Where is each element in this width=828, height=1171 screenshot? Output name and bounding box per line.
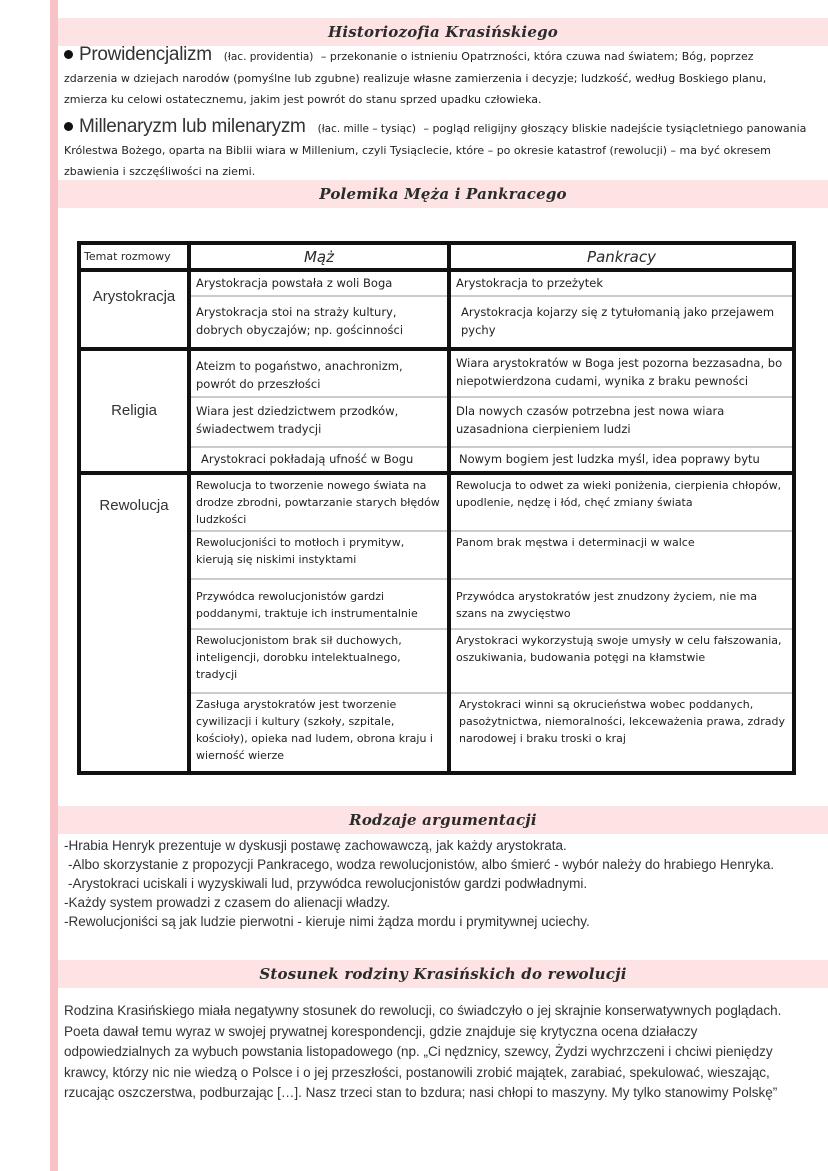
argument-item: -Hrabia Henryk prezentuje w dyskusji postawę zachowawczą, jak każdy arystokrata. bbox=[64, 838, 567, 853]
term-providentialism: Prowidencjalizm bbox=[79, 44, 212, 65]
argument-item: -Arystokraci uciskali i wyzyskiwali lud, przywódca rewolucjonistów gardzi podwładnymi. bbox=[68, 876, 588, 891]
maz-cell: Przywódca rewolucjonistów gardzi poddanymi, traktuje ich instrumentalnie bbox=[189, 579, 449, 629]
section-title-polemika: Polemika Męża i Pankracego bbox=[58, 180, 828, 208]
maz-cell: Arystokracja stoi na straży kultury, dobrych obyczajów; np. gościnności bbox=[189, 296, 449, 349]
maz-cell: Wiara jest dziedzictwem przodków, świadectwem tradycji bbox=[189, 397, 449, 447]
pankracy-cell: Przywódca arystokratów jest znudzony życiem, nie ma szans na zwycięstwo bbox=[449, 579, 794, 629]
pankracy-cell: Arystokracja to przeżytek bbox=[449, 270, 794, 296]
topic-cell: Religia bbox=[79, 349, 189, 473]
table-row bbox=[79, 270, 794, 296]
definition-text: – pogląd religijny głoszący bliskie nadejście tysiącletniego panowania Królestwa Bożego, oparta na Biblii wiara w Millenium, czyli Tysiąclecie, które – po okresie katastrof (rewolucji) – ma być okresem zbawienia i szczęśliwości na ziemi. bbox=[64, 122, 807, 178]
definition-providentialism bbox=[64, 44, 810, 110]
section-title-argumentacja: Rodzaje argumentacji bbox=[58, 806, 828, 834]
maz-cell: Zasługa arystokratów jest tworzenie cywilizacji i kultury (szkoły, szpitale, kościoły), opieka nad ludem, obrona kraju i wierność wierze bbox=[189, 693, 449, 773]
bullet-icon bbox=[64, 122, 73, 131]
argument-item: -Rewolucjoniści są jak ludzie pierwotni - kieruje nimi żądza mordu i prymitywnej uciechy. bbox=[64, 914, 590, 929]
pankracy-cell: Rewolucja to odwet za wieki poniżenia, cierpienia chłopów, upodlenie, nędzę i łód, chęć zmiany świata bbox=[449, 473, 794, 531]
pankracy-cell: Arystokraci wykorzystują swoje umysły w celu fałszowania, oszukiwania, budowania potęgi na kłamstwie bbox=[449, 629, 794, 693]
table-row bbox=[79, 349, 794, 397]
topic-cell: Arystokracja bbox=[79, 270, 189, 349]
header-maz: Mąż bbox=[189, 243, 449, 270]
latin-origin: (łac. providentia) bbox=[223, 51, 314, 63]
pankracy-cell: Nowym bogiem jest ludzka myśl, idea poprawy bytu bbox=[449, 447, 794, 473]
pankracy-cell: Arystokracja kojarzy się z tytułomanią jako przejawem pychy bbox=[449, 296, 794, 349]
section-title-historiozofia: Historiozofia Krasińskiego bbox=[58, 18, 828, 46]
pankracy-cell: Panom brak męstwa i determinacji w walce bbox=[449, 531, 794, 579]
argument-item: -Każdy system prowadzi z czasem do alienacji władzy. bbox=[64, 895, 391, 910]
latin-origin: (łac. mille – tysiąc) bbox=[317, 123, 416, 135]
maz-cell: Ateizm to pogaństwo, anachronizm, powrót do przeszłości bbox=[189, 349, 449, 397]
pankracy-cell: Wiara arystokratów w Boga jest pozorna bezzasadna, bo niepotwierdzona cudami, wynika z braku pewności bbox=[449, 349, 794, 397]
pankracy-cell: Dla nowych czasów potrzebna jest nowa wiara uzasadniona cierpieniem ludzi bbox=[449, 397, 794, 447]
argument-list bbox=[64, 836, 814, 931]
argument-item: -Albo skorzystanie z propozycji Pankracego, wodza rewolucjonistów, albo śmierć - wybór należy do hrabiego Henryka. bbox=[68, 857, 775, 872]
family-attitude-text: Rodzina Krasińskiego miała negatywny stosunek do rewolucji, co świadczyło o jej skrajnie konserwatywnych poglądach. Poeta dawał temu wyraz w swojej prywatnej korespondencji, gdzie znajduje się krytyczna ocena działaczy odpowiedzialnych za wybuch powstania listopadowego (np. „Ci nędznicy, szewcy, Żydzi wychrzczeni i chciwi pieniędzy krawcy, którzy nic nie wiedzą o Polsce i o jej przeszłości, postanowili zrobić majątek, zarabiać, spekulować, wieszając, rzucając oszczerstwa, podburzając […]. Nasz trzeci stan to bzdura; nasi chłopi to maszyny. My tylko stanowimy Polskę” bbox=[64, 1003, 782, 1100]
term-millenarianism: Millenaryzm lub milenaryzm bbox=[79, 116, 306, 137]
maz-cell: Arystokraci pokładają ufność w Bogu bbox=[189, 447, 449, 473]
polemic-table bbox=[77, 241, 796, 775]
topic-cell: Rewolucja bbox=[79, 473, 189, 773]
maz-cell: Arystokracja powstała z woli Boga bbox=[189, 270, 449, 296]
left-margin-strip bbox=[50, 0, 58, 1171]
table-header-row bbox=[79, 243, 794, 270]
definition-millenarianism bbox=[64, 116, 810, 182]
section-title-rodzina: Stosunek rodziny Krasińskich do rewolucji bbox=[58, 960, 828, 988]
bullet-icon bbox=[64, 50, 73, 59]
maz-cell: Rewolucjonistom brak sił duchowych, inteligencji, dorobku intelektualnego, tradycji bbox=[189, 629, 449, 693]
header-pankracy: Pankracy bbox=[449, 243, 794, 270]
pankracy-cell: Arystokraci winni są okrucieństwa wobec poddanych, pasożytnictwa, niemoralności, lekceważenia prawa, zdrady narodowej i braku troski o kraj bbox=[449, 693, 794, 773]
table-row bbox=[79, 473, 794, 531]
header-topic: Temat rozmowy bbox=[79, 243, 189, 270]
maz-cell: Rewolucja to tworzenie nowego świata na drodze zbrodni, powtarzanie starych błędów ludzkości bbox=[189, 473, 449, 531]
definition-text: – przekonanie o istnieniu Opatrzności, która czuwa nad światem; Bóg, poprzez zdarzenia w dziejach narodów (pomyślne lub zgubne) realizuje własne zamierzenia i decyzje; ludzkość, według Boskiego planu, zmierza ku celowi ostatecznemu, jakim jest powrót do stanu sprzed upadku człowieka. bbox=[64, 50, 767, 106]
maz-cell: Rewolucjoniści to motłoch i prymityw, kierują się niskimi instyktami bbox=[189, 531, 449, 579]
